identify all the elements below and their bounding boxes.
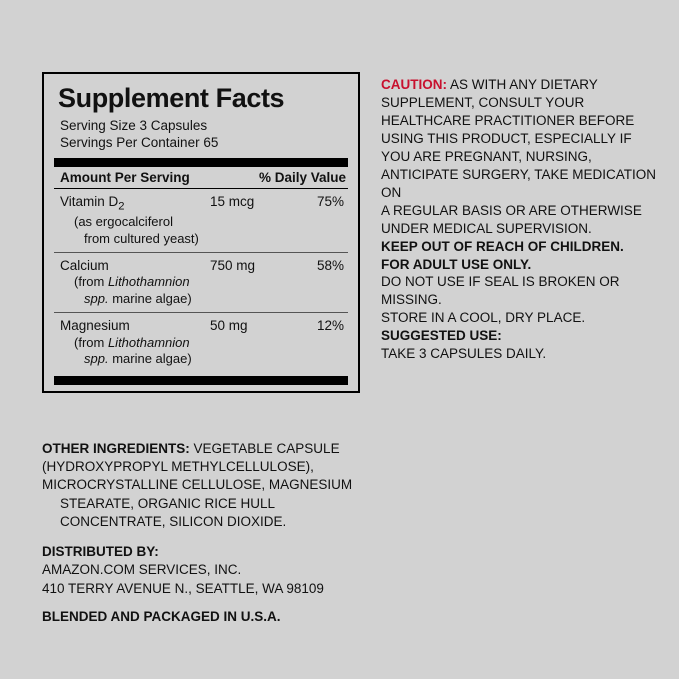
source-species: spp. — [84, 290, 109, 306]
seal-warning-line-1: DO NOT USE IF SEAL IS BROKEN OR — [381, 274, 620, 290]
blended-packaged-text: BLENDED AND PACKAGED IN U.S.A. — [42, 608, 281, 624]
supplement-facts-panel — [42, 72, 360, 393]
blended-packaged-block — [42, 608, 382, 626]
distributor-address: 410 TERRY AVENUE N., SEATTLE, WA 98109 — [42, 580, 324, 596]
divider-thick-bottom — [54, 376, 348, 385]
other-ingredients-block — [42, 440, 382, 531]
caution-label: CAUTION: — [381, 77, 447, 92]
nutrient-daily-value: 12% — [316, 317, 344, 333]
nutrient-name-subscript: 2 — [118, 200, 125, 213]
caution-paragraph — [381, 76, 659, 202]
source-prefix: (from — [74, 274, 108, 290]
distributed-by-label: DISTRIBUTED BY: — [42, 544, 159, 560]
other-ingredients-line-5: CONCENTRATE, SILICON DIOXIDE. — [60, 513, 287, 529]
nutrient-name-text: Vitamin D — [60, 194, 119, 210]
other-ingredients-line-2: (HYDROXYPROPYL METHYLCELLULOSE), — [42, 459, 314, 475]
amount-per-serving-header: Amount Per Serving — [60, 170, 190, 186]
source-prefix: (from — [74, 334, 108, 350]
serving-size: Serving Size 3 Capsules — [60, 118, 208, 134]
other-ingredients-label: OTHER INGREDIENTS: — [42, 441, 190, 456]
source-species: spp. — [84, 350, 109, 366]
source-genus: Lithothamnion — [107, 334, 190, 350]
nutrient-amount: 15 mcg — [210, 194, 255, 210]
seal-warning-line-2: MISSING. — [381, 292, 442, 308]
suggested-use-text: TAKE 3 CAPSULES DAILY. — [381, 346, 547, 362]
nutrient-name: Calcium — [60, 257, 109, 273]
nutrient-source-line: from cultured yeast) — [84, 230, 199, 246]
facts-column-headers — [54, 167, 348, 188]
nutrient-source-line — [84, 291, 346, 307]
daily-value-header: % Daily Value — [258, 170, 346, 186]
distributor-company: AMAZON.COM SERVICES, INC. — [42, 562, 242, 578]
distributed-by-block — [42, 543, 382, 598]
caution-text: AS WITH ANY DIETARY SUPPLEMENT, CONSULT YOUR HEALTHCARE PRACTITIONER BEFORE USING THIS PRODUCT, ESPECIALLY IF YOU ARE PREGNANT, NURSING, ANTICIPATE SURGERY, TAKE MEDICATION ON — [381, 77, 657, 200]
supplement-facts-title: Supplement Facts — [58, 83, 285, 113]
servings-per-container: Servings Per Container 65 — [60, 135, 219, 151]
source-suffix: marine algae) — [108, 350, 192, 366]
keep-out-of-reach-line-1: KEEP OUT OF REACH OF CHILDREN. — [381, 238, 624, 254]
other-ingredients-line-4: STEARATE, ORGANIC RICE HULL — [60, 495, 276, 511]
other-ingredients-line-1 — [42, 440, 382, 458]
other-ingredients-text-1: VEGETABLE CAPSULE — [189, 441, 340, 456]
nutrient-row-calcium — [54, 253, 348, 312]
other-ingredients-line-3: MICROCRYSTALLINE CELLULOSE, MAGNESIUM — [42, 477, 353, 493]
caution-panel — [381, 76, 659, 363]
source-genus: Lithothamnion — [107, 274, 190, 290]
nutrient-source-line — [84, 351, 346, 367]
suggested-use-label: SUGGESTED USE: — [381, 328, 502, 344]
nutrient-daily-value: 75% — [316, 194, 344, 210]
nutrient-amount: 750 mg — [210, 257, 256, 273]
divider-thick-top — [54, 158, 348, 167]
source-suffix: marine algae) — [108, 290, 192, 306]
nutrient-name — [60, 193, 210, 214]
nutrient-daily-value: 58% — [316, 257, 344, 273]
caution-paragraph-continued: A REGULAR BASIS OR ARE OTHERWISE UNDER MEDICAL SUPERVISION. — [381, 202, 642, 236]
nutrient-source-line: (as ergocalciferol — [74, 214, 173, 230]
nutrient-row-magnesium — [54, 313, 348, 372]
label-footer-text — [42, 440, 382, 626]
nutrient-row-vitamin-d2 — [54, 189, 348, 252]
nutrient-name: Magnesium — [60, 317, 130, 333]
nutrient-source-line — [74, 274, 346, 290]
nutrient-source-line — [74, 335, 346, 351]
nutrient-amount: 50 mg — [210, 317, 248, 333]
keep-out-of-reach-line-2: FOR ADULT USE ONLY. — [381, 256, 532, 272]
storage-instruction: STORE IN A COOL, DRY PLACE. — [381, 310, 586, 326]
